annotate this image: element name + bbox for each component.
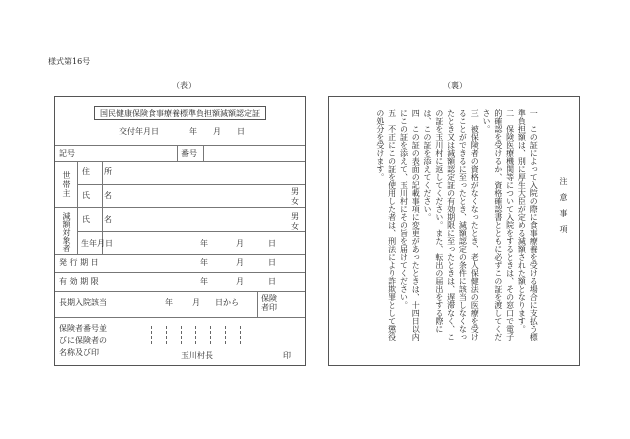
note-item-3: 三 被保険者の資格がなくなったとき、老人保健法の医療を受けることができるに至ったとき、減額認定の条件に該当しなくなったとき又は減額認定証の有効期限に至ったときは、遅滞なく、この証を玉川村に返してください。また、転出の届出をする際には、この証を添えてください。 <box>423 109 480 341</box>
certificate-title: 国民健康保険食事療養標準負担額減額認定証 <box>94 106 266 120</box>
issue-month: 月 <box>213 127 221 136</box>
issue-day: 日 <box>237 127 245 136</box>
front-side-label: （表） <box>172 81 196 90</box>
insurer-number-boxes <box>151 326 241 344</box>
subject-gender: 男 女 <box>291 212 299 231</box>
long-stay-from: 日から <box>215 298 239 307</box>
mayor-label: 玉川村長 <box>181 351 213 360</box>
back-card <box>328 96 580 366</box>
issue-period-label: 発 行 期 日 <box>59 258 99 267</box>
note-item-4: 四 この証の表面の記載事項に変更があったときは、十四日以内にこの証を添えて、玉川村にその旨を届けてください。 <box>399 109 421 341</box>
birth-date-label: 生年月日 <box>81 239 113 248</box>
issue-period-day: 日 <box>268 258 276 267</box>
valid-period-year: 年 <box>200 277 208 286</box>
symbol-label: 記号 <box>59 149 75 158</box>
insurer-info-label: 保険者番号並びに保険者の名称及び印 <box>59 324 107 357</box>
birth-day: 日 <box>268 239 276 248</box>
long-stay-label: 長期入院該当 <box>59 298 107 307</box>
householder-name-label: 氏 名 <box>82 191 115 200</box>
insurer-seal-label: 保険者印 <box>261 294 277 312</box>
valid-period-month: 月 <box>236 277 244 286</box>
householder-address-label: 住 所 <box>82 167 115 176</box>
householder-gender: 男 女 <box>291 187 299 206</box>
householder-label: 世帯主 <box>62 171 71 198</box>
number-label: 番号 <box>181 149 197 158</box>
note-item-5: 五 不正にこの証を使用した者は、刑法により詐欺罪として懲役の処分を受けます。 <box>375 109 397 341</box>
issue-period-year: 年 <box>200 258 208 267</box>
form-number: 様式第16号 <box>48 57 91 66</box>
valid-period-label: 有 効 期 限 <box>59 277 99 286</box>
seal-mark: 印 <box>283 351 291 360</box>
notes-heading: 注意事項 <box>559 177 568 241</box>
long-stay-year: 年 <box>165 298 173 307</box>
issue-date-label: 交付年月日 <box>119 127 159 136</box>
valid-period-day: 日 <box>268 277 276 286</box>
long-stay-month: 月 <box>192 298 200 307</box>
birth-month: 月 <box>236 239 244 248</box>
issue-period-month: 月 <box>236 258 244 267</box>
birth-year: 年 <box>200 239 208 248</box>
notes-text <box>374 109 569 341</box>
front-card <box>54 96 306 366</box>
note-item-2: 二 保険医療機関等について入院をするときは、その窓口で電子的確認を受けるか、資格確認書とともに必ずこの証を渡してください。 <box>482 109 515 341</box>
back-side-label: （裏） <box>443 81 467 90</box>
issue-year: 年 <box>189 127 197 136</box>
subject-name-label: 氏 名 <box>82 215 115 224</box>
subject-label: 減額対象者 <box>62 212 71 252</box>
note-item-1: 一 この証によって入院の際に食事療養を受ける場合に支払う標準負担額は、別に厚生大臣が定める減額された額となります。 <box>517 109 539 341</box>
